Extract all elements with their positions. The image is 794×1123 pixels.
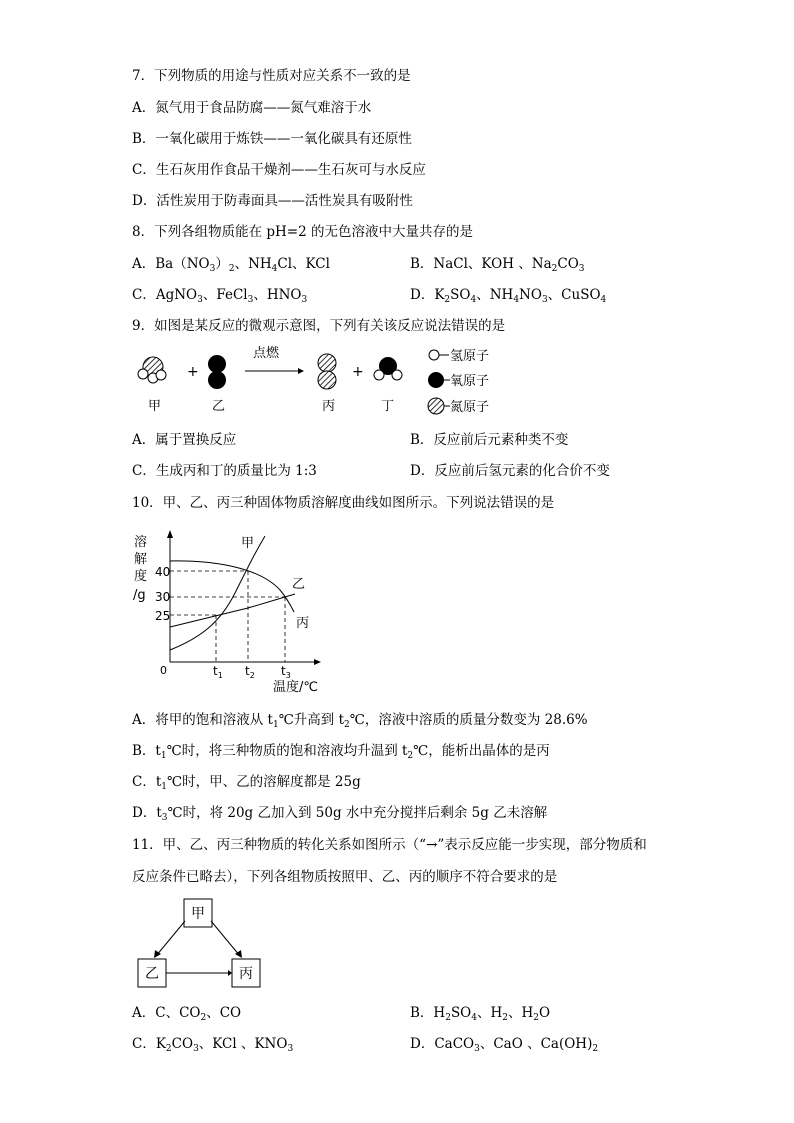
q10-option-a: A．将甲的饱和溶液从 $t_1℃$升高到 $t_2℃$，溶液中溶质的质量分数变为 28.6% bbox=[132, 712, 588, 730]
q7-option-b: B．一氧化碳用于炼铁——一氧化碳具有还原性 bbox=[132, 131, 412, 147]
legend-nitrogen: 氮原子 bbox=[450, 400, 490, 415]
xtick-t3: $t_3$ bbox=[281, 664, 291, 680]
ylabel-4: /g bbox=[133, 588, 146, 603]
curve-yi bbox=[170, 594, 295, 627]
q7-option-c: C．生石灰用作食品干燥剂——生石灰可与水反应 bbox=[132, 162, 426, 178]
q11-option-a: A．C、$CO_2$、CO bbox=[132, 1005, 242, 1023]
q10-stem: 10．甲、乙、丙三种固体物质溶解度曲线如图所示。下列说法错误的是 bbox=[132, 495, 555, 511]
q9-option-d: D．反应前后氢元素的化合价不变 bbox=[410, 463, 610, 479]
q11-stem-line1: 11．甲、乙、丙三种物质的转化关系如图所示（“→”表示反应能一步实现，部分物质和 bbox=[132, 837, 647, 853]
molecule-jia bbox=[138, 357, 166, 383]
q9-stem: 9．如图是某反应的微观示意图，下列有关该反应说法错误的是 bbox=[132, 318, 506, 334]
q9-option-b: B．反应前后元素种类不变 bbox=[410, 432, 569, 448]
curve-label-bing: 丙 bbox=[296, 616, 310, 631]
box-jia-label: 甲 bbox=[191, 906, 205, 922]
q7-option-a: A．氮气用于食品防腐——氮气难溶于水 bbox=[132, 100, 372, 116]
box-yi-label: 乙 bbox=[145, 966, 159, 982]
ytick-30: 30 bbox=[155, 590, 171, 604]
xtick-t2: $t_2$ bbox=[245, 664, 255, 680]
origin-label: 0 bbox=[160, 664, 167, 677]
q8-option-a: A．$Ba(NO_3)_2$、$NH_4Cl$、KCl bbox=[132, 256, 330, 274]
y-axis-arrow-icon bbox=[167, 530, 173, 538]
label-ding: 丁 bbox=[381, 399, 395, 414]
x-axis-arrow-icon bbox=[314, 659, 321, 665]
q8-option-c: C．AgNO$_3$、FeCl$_3$、$HNO_3$ bbox=[132, 287, 308, 305]
label-jia: 甲 bbox=[148, 399, 162, 414]
q10-option-b: B．$t_1℃$时，将三种物质的饱和溶液均升温到 $t_2℃$，能析出晶体的是丙 bbox=[132, 743, 550, 761]
q8-option-b: B．NaCl、KOH 、$Na_2CO_3$ bbox=[410, 256, 585, 274]
label-bing: 丙 bbox=[322, 399, 336, 414]
curve-label-yi: 乙 bbox=[292, 577, 306, 592]
reaction-micro-diagram bbox=[130, 343, 530, 423]
curve-label-jia: 甲 bbox=[241, 536, 255, 551]
plus-sign-2: + bbox=[352, 364, 364, 380]
q8-stem: 8．下列各组物质能在 pH=2 的无色溶液中大量共存的是 bbox=[132, 224, 473, 240]
box-bing-label: 丙 bbox=[239, 966, 253, 982]
plus-sign: + bbox=[187, 364, 199, 380]
q10-option-c: C．$t_1℃$时，甲、乙的溶解度都是 25g bbox=[132, 774, 361, 792]
ylabel-1: 溶 bbox=[134, 535, 148, 550]
conversion-diagram bbox=[130, 895, 270, 995]
q11-option-b: B．$H_2SO_4$、$H_2$、$H_2O$ bbox=[410, 1005, 551, 1023]
ytick-40: 40 bbox=[155, 565, 171, 579]
molecule-ding bbox=[374, 357, 402, 380]
molecule-yi bbox=[208, 355, 226, 389]
q11-option-d: D．CaCO$_3$、CaO 、$Ca(OH)_2$ bbox=[410, 1036, 599, 1054]
label-yi: 乙 bbox=[212, 399, 226, 414]
xlabel: 温度/℃ bbox=[273, 680, 318, 695]
legend-oxygen: 氧原子 bbox=[450, 374, 490, 389]
legend-nitrogen-icon bbox=[428, 398, 444, 414]
arrow-yi-bing-icon bbox=[228, 970, 232, 976]
q7-option-d: D．活性炭用于防毒面具——活性炭具有吸附性 bbox=[132, 193, 413, 209]
arrow-icon bbox=[298, 368, 304, 374]
curve-bing bbox=[170, 561, 294, 612]
legend-hydrogen: 氢原子 bbox=[450, 349, 490, 364]
legend-oxygen-icon bbox=[428, 372, 444, 388]
q11-option-c: C．$K_2CO_3$、KCl 、$KNO_3$ bbox=[132, 1036, 294, 1054]
xtick-t1: $t_1$ bbox=[213, 664, 223, 680]
ytick-25: 25 bbox=[155, 609, 171, 623]
q10-option-d: D．$t_3℃$时，将 20g 乙加入到 50g 水中充分搅拌后剩余 5g 乙未溶解 bbox=[132, 805, 548, 823]
q8-option-d: D．$K_2SO_4$、$NH_4NO_3$、CuSO$_4$ bbox=[410, 287, 607, 305]
q11-stem-line2: 反应条件已略去），下列各组物质按照甲、乙、丙的顺序不符合要求的是 bbox=[132, 869, 558, 885]
ylabel-3: 度 bbox=[134, 569, 148, 584]
q9-option-c: C．生成丙和丁的质量比为 1:3 bbox=[132, 463, 317, 479]
ylabel-2: 解 bbox=[134, 552, 148, 567]
legend-hydrogen-icon bbox=[429, 350, 439, 360]
q7-stem: 7．下列物质的用途与性质对应关系不一致的是 bbox=[132, 68, 411, 84]
curve-jia bbox=[170, 536, 265, 650]
q9-option-a: A．属于置换反应 bbox=[132, 432, 237, 448]
reaction-condition: 点燃 bbox=[253, 346, 280, 361]
solubility-curve-graph bbox=[130, 528, 330, 698]
molecule-bing bbox=[318, 354, 336, 389]
